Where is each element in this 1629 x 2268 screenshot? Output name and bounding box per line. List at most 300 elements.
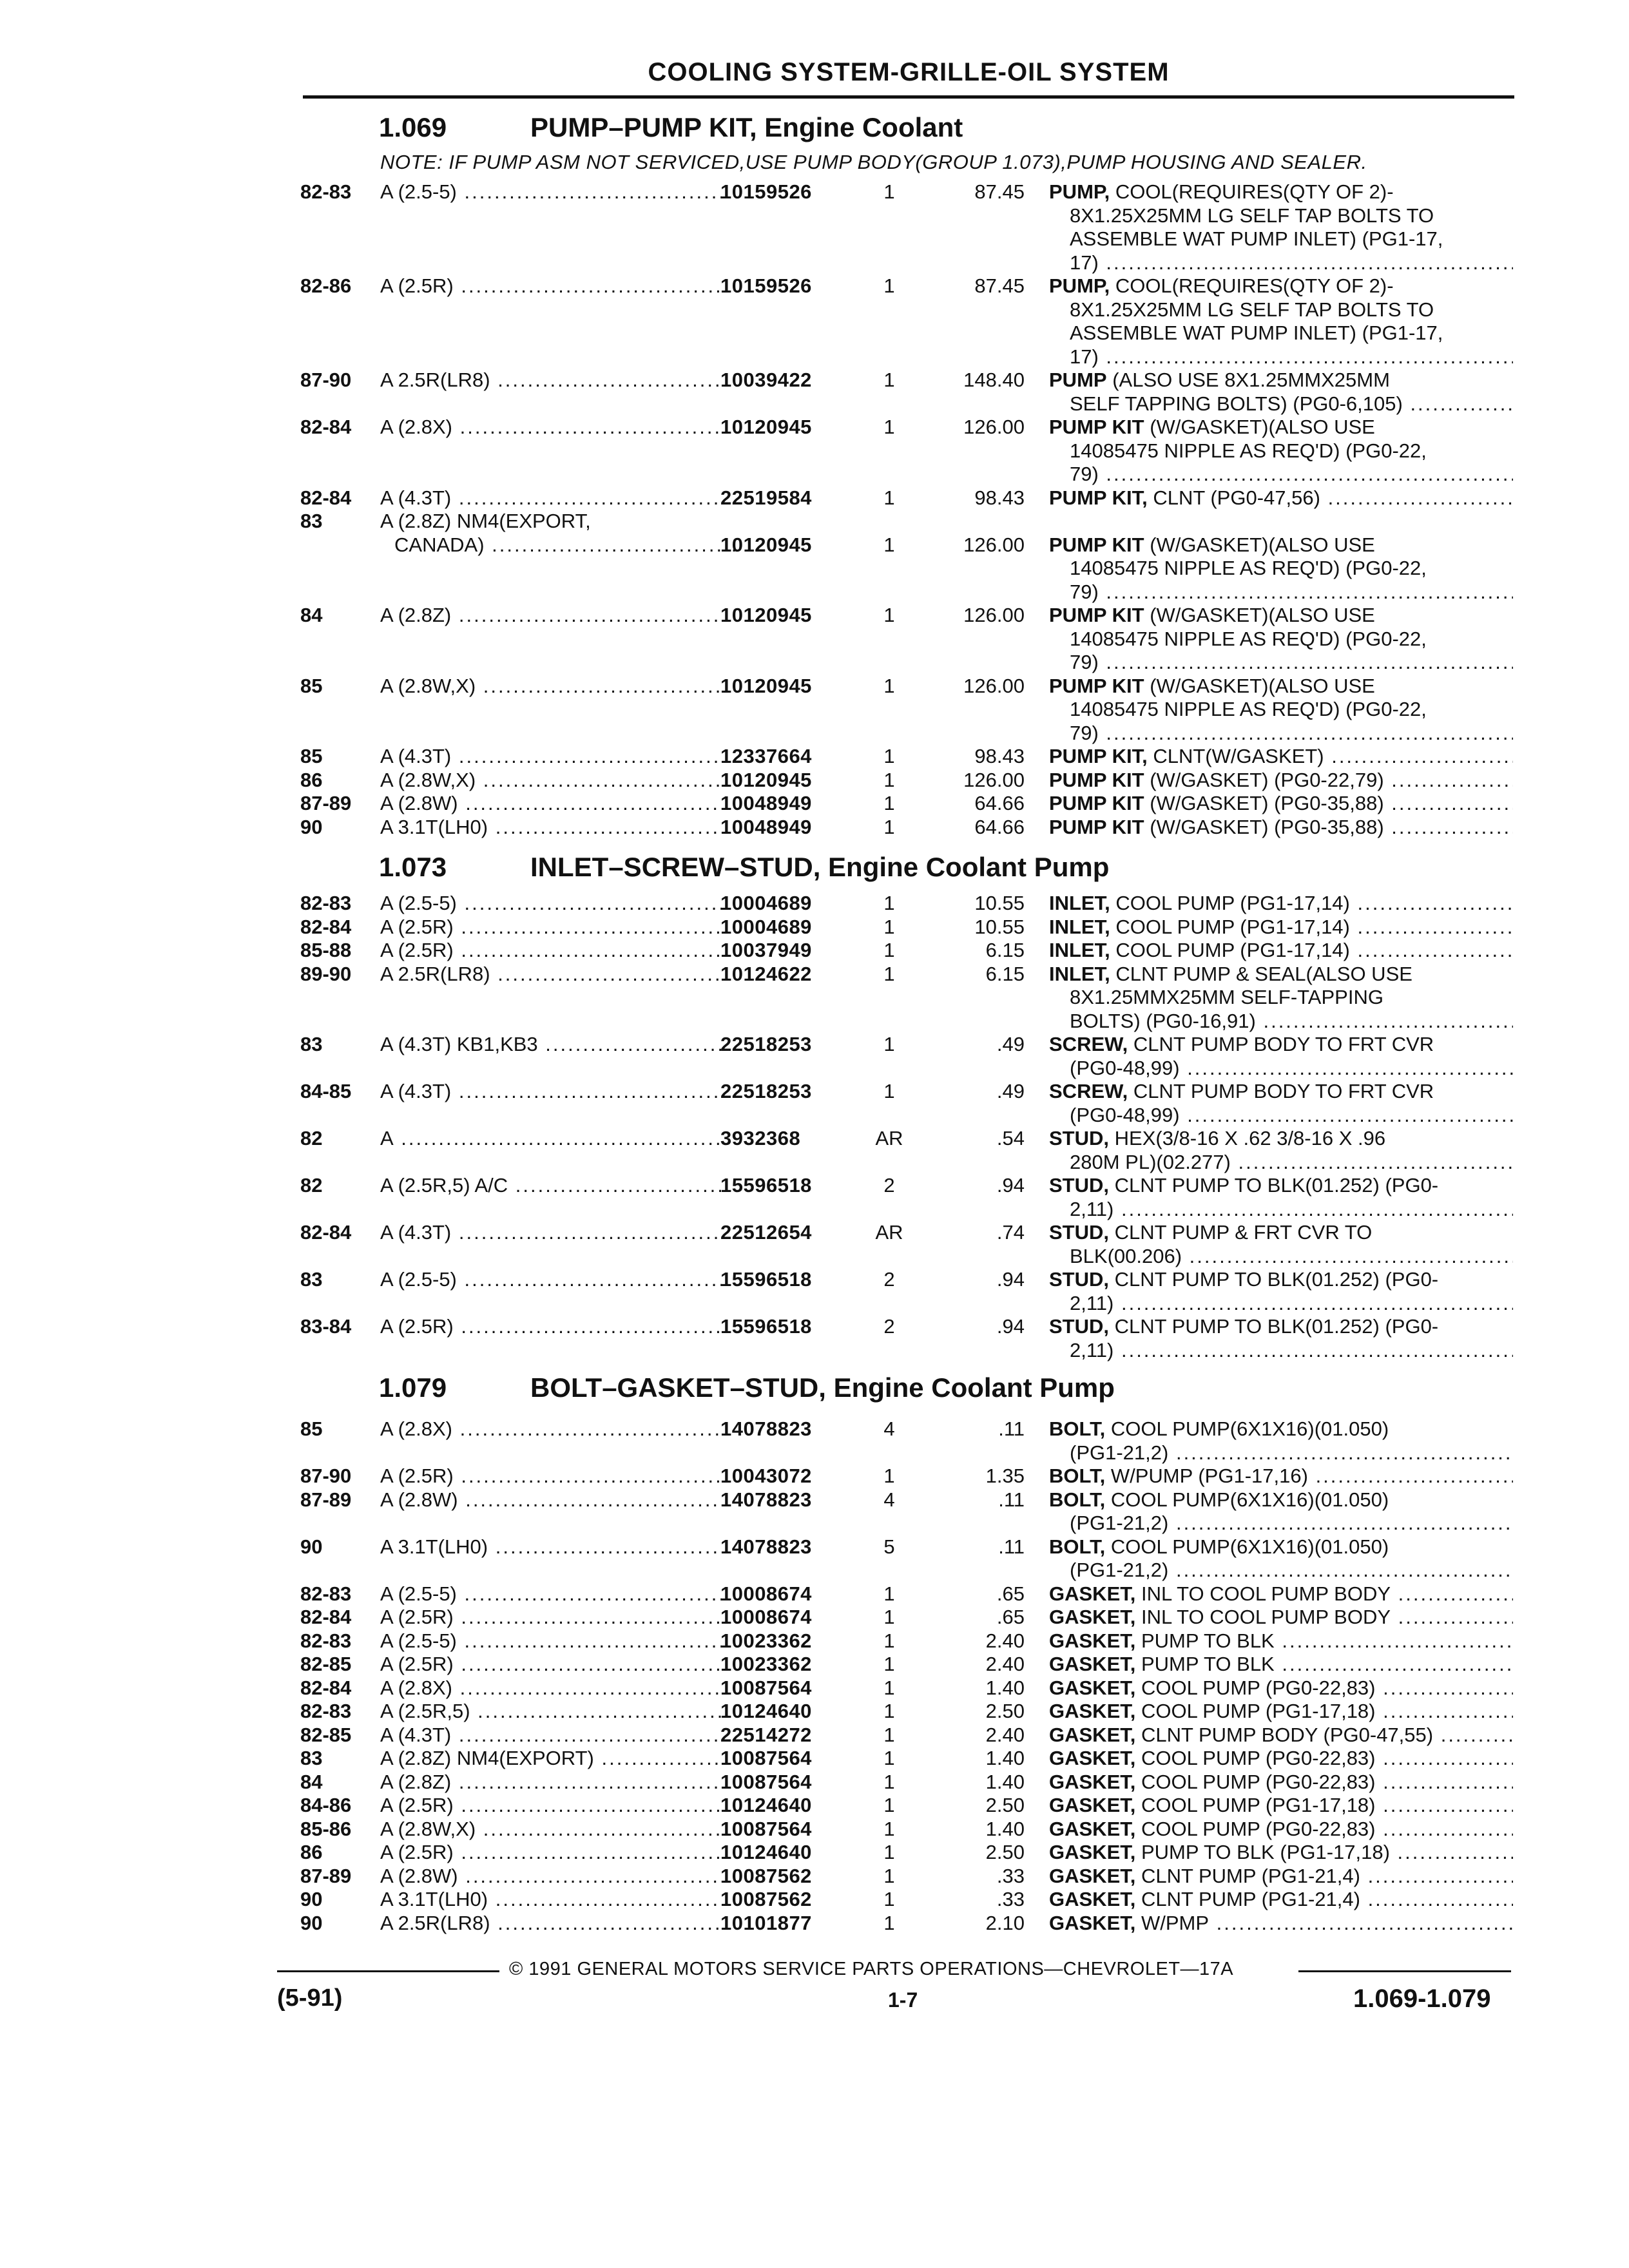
header-rule [303,95,1514,99]
model-years: 82-83 [300,180,352,203]
quantity: 1 [883,915,895,938]
quantity: 1 [883,892,895,914]
description-continuation-row [0,227,1629,251]
part-number: 10037949 [720,939,812,961]
part-name: BOLT, [1049,1488,1106,1511]
table-row [0,963,1629,986]
table-row [0,274,1629,298]
part-description-line [1049,1841,1513,1864]
part-number: 14078823 [720,1488,812,1511]
table-row [0,1221,1629,1244]
price: 2.10 [985,1911,1025,1934]
price: 10.55 [974,892,1025,914]
price: .74 [996,1221,1025,1244]
part-description-line: SELF TAPPING BOLTS) (PG0-6,105) ..... [1070,392,1513,416]
part-number: 10124640 [720,1841,812,1863]
quantity: 1 [883,1465,895,1487]
price: 98.43 [974,745,1025,767]
quantity: 1 [883,1794,895,1816]
quantity: 1 [883,486,895,509]
part-description-text: COOL(REQUIRES(QTY OF 2)- [1115,274,1394,297]
price: 126.00 [963,604,1025,626]
part-description-line [1049,180,1513,204]
part-description-line [1049,1677,1513,1700]
table-row [0,1700,1629,1723]
table-row [0,892,1629,915]
part-number: 22518253 [720,1033,812,1055]
quantity: 1 [883,180,895,203]
model-years: 87-89 [300,1488,352,1511]
part-description-line [1049,1912,1513,1935]
application: A 2.5R(LR8) ..... [380,1912,722,1935]
quantity: 1 [883,674,895,697]
part-description-line [1049,1488,1513,1512]
part-description-line [1049,769,1513,792]
table-row [0,1677,1629,1700]
part-description-line [1049,274,1513,298]
part-number: 10120945 [720,416,812,438]
table-row [0,1080,1629,1103]
price: 2.40 [985,1629,1025,1652]
part-description-text: PUMP TO BLK [1141,1653,1275,1675]
part-number: 10087564 [720,1817,812,1840]
section-heading [379,852,1109,883]
model-years: 90 [300,1888,323,1910]
price: 6.15 [985,939,1025,961]
model-years: 87-89 [300,1864,352,1887]
application: A (2.8Z) ..... [380,1771,722,1794]
table-row-continuation [0,533,1629,557]
section-heading [379,1372,1115,1403]
model-years: 83-84 [300,1315,352,1338]
model-years: 82-84 [300,1221,352,1244]
table-row [0,1724,1629,1747]
quantity: 1 [883,604,895,626]
table-row [0,1488,1629,1512]
model-years: 82 [300,1174,323,1196]
part-number: 22519584 [720,486,812,509]
quantity: 1 [883,416,895,438]
part-number: 15596518 [720,1315,812,1338]
table-row [0,1268,1629,1291]
application: A (4.3T) ..... [380,745,722,768]
application: A (2.5R) ..... [380,1653,722,1676]
application: A (4.3T) ..... [380,1080,722,1103]
table-row [0,1033,1629,1056]
application: A (2.5-5) ..... [380,1582,722,1606]
application: A (2.5R) ..... [380,1465,722,1488]
description-continuation-row [0,204,1629,227]
part-number: 10039422 [720,369,812,391]
part-name: GASKET, [1049,1770,1136,1793]
part-description-text: CLNT PUMP TO BLK(01.252) (PG0- [1114,1315,1439,1338]
part-description-line [1049,1606,1513,1629]
part-description-text: CLNT PUMP BODY (PG0-47,55) [1141,1723,1434,1746]
part-name: PUMP KIT [1049,815,1144,838]
part-name: GASKET, [1049,1817,1136,1840]
part-name: INLET, [1049,915,1110,938]
part-description-text: W/PUMP (PG1-17,16) [1110,1465,1308,1487]
part-description-text: COOL PUMP (PG1-17,14) [1115,915,1350,938]
application: A (2.5R) ..... [380,1841,722,1864]
quantity: AR [875,1221,903,1244]
quantity: 4 [883,1418,895,1440]
part-number: 10159526 [720,274,812,297]
part-name: INLET, [1049,962,1110,985]
part-description-text: PUMP TO BLK [1141,1629,1275,1652]
part-description-text: (W/GASKET)(ALSO USE [1150,674,1375,697]
part-description-line: (PG1-21,2) ..... [1070,1441,1513,1465]
part-number: 10023362 [720,1629,812,1652]
part-description-line [1049,1268,1513,1291]
part-description-line: 79) ..... [1070,651,1513,674]
application: A (2.8W,X) ..... [380,769,722,792]
part-description-text: COOL PUMP(6X1X16)(01.050) [1110,1488,1389,1511]
part-description-text: COOL PUMP(6X1X16)(01.050) [1110,1535,1389,1558]
model-years: 85 [300,1418,323,1440]
part-description-text: W/PMP [1141,1911,1210,1934]
part-description-text: COOL PUMP (PG0-22,83) [1141,1770,1376,1793]
price: 2.50 [985,1794,1025,1816]
quantity: 1 [883,1653,895,1675]
part-name: BOLT, [1049,1418,1106,1440]
quantity: 1 [883,1080,895,1102]
price: 1.40 [985,1817,1025,1840]
part-number: 10087564 [720,1676,812,1699]
part-description-text: COOL PUMP (PG1-17,14) [1115,892,1350,914]
part-name: PUMP KIT [1049,768,1144,791]
part-number: 14078823 [720,1418,812,1440]
application: A 3.1T(LH0) ..... [380,1888,722,1911]
table-row [0,1653,1629,1676]
price: .65 [996,1606,1025,1628]
quantity: 1 [883,1864,895,1887]
description-continuation-row [0,698,1629,721]
part-description-line [1049,1033,1513,1056]
table-row [0,1912,1629,1935]
description-continuation-row [0,463,1629,486]
section-number: 1.069 [379,112,447,142]
application: A (4.3T) KB1,KB3 ..... [380,1033,722,1056]
application: A (2.5R) ..... [380,1315,722,1338]
price: 1.40 [985,1770,1025,1793]
table-row [0,1818,1629,1841]
quantity: 1 [883,1629,895,1652]
part-description-line [1049,1582,1513,1606]
part-description-line [1049,1535,1513,1559]
part-description-line [1049,1700,1513,1723]
part-description-line [1049,963,1513,986]
model-years: 87-90 [300,1465,352,1487]
part-description-text: COOL PUMP (PG0-22,83) [1141,1747,1376,1769]
model-years: 90 [300,1911,323,1934]
quantity: 1 [883,1700,895,1722]
price: 2.50 [985,1700,1025,1722]
model-years: 90 [300,815,323,838]
price: .49 [996,1033,1025,1055]
application: A (2.8X) ..... [380,1418,722,1441]
quantity: 1 [883,792,895,814]
model-years: 84 [300,1770,323,1793]
quantity: 1 [883,1817,895,1840]
price: .94 [996,1174,1025,1196]
part-number: 10008674 [720,1582,812,1605]
table-row [0,1771,1629,1794]
quantity: 1 [883,1770,895,1793]
price: 2.50 [985,1841,1025,1863]
part-description-line [1049,1465,1513,1488]
part-description-text: COOL PUMP(6X1X16)(01.050) [1110,1418,1389,1440]
section-title: PUMP–PUMP KIT, Engine Coolant [530,112,963,142]
description-continuation-row [0,1292,1629,1315]
table-row [0,1629,1629,1653]
model-years: 86 [300,1841,323,1863]
part-description-line: 8X1.25X25MM LG SELF TAP BOLTS TO [1070,298,1434,321]
part-name: GASKET, [1049,1606,1136,1628]
table-row [0,604,1629,627]
table-row [0,1418,1629,1441]
model-years: 83 [300,1268,323,1291]
quantity: 1 [883,1747,895,1769]
price: 126.00 [963,768,1025,791]
price: 126.00 [963,416,1025,438]
part-description-line [1049,604,1513,627]
part-description-line [1049,1080,1513,1103]
table-row [0,369,1629,392]
quantity: 1 [883,815,895,838]
model-years: 83 [300,1033,323,1055]
part-description-line: 17) ..... [1070,251,1513,274]
part-name: PUMP KIT [1049,674,1144,697]
model-years: 89-90 [300,962,352,985]
model-years: 82-85 [300,1723,352,1746]
part-description-text: INL TO COOL PUMP BODY [1141,1582,1391,1605]
model-years: 85-86 [300,1817,352,1840]
description-continuation-row [0,581,1629,604]
part-description-line [1049,792,1513,815]
description-continuation-row [0,1104,1629,1127]
description-continuation-row [0,1198,1629,1221]
part-name: GASKET, [1049,1723,1136,1746]
part-number: 10087562 [720,1864,812,1887]
part-description-text: COOL(REQUIRES(QTY OF 2)- [1115,180,1394,203]
description-continuation-row [0,1559,1629,1582]
part-description-line: (PG0-48,99) ..... [1070,1057,1513,1080]
part-number: 22518253 [720,1080,812,1102]
model-years: 85 [300,674,323,697]
price: .94 [996,1268,1025,1291]
part-name: INLET, [1049,892,1110,914]
part-description-line: BOLTS) (PG0-16,91) ..... [1070,1010,1513,1033]
part-description-line: 17) ..... [1070,345,1513,369]
application: A (4.3T) ..... [380,1221,722,1244]
price: 1.40 [985,1747,1025,1769]
part-number: 10023362 [720,1653,812,1675]
part-description-text: CLNT (PG0-47,56) [1153,486,1320,509]
part-description-text: COOL PUMP (PG0-22,83) [1141,1676,1376,1699]
part-description-line: (PG1-21,2) ..... [1070,1559,1513,1582]
part-description-line [1049,533,1513,557]
description-continuation-row [0,1010,1629,1033]
part-description-text: PUMP TO BLK (PG1-17,18) [1141,1841,1390,1863]
part-name: PUMP KIT [1049,533,1144,556]
part-number: 12337664 [720,745,812,767]
part-description-text: CLNT PUMP TO BLK(01.252) (PG0- [1114,1268,1439,1291]
application: A ..... [380,1127,722,1150]
part-number: 22512654 [720,1221,812,1244]
quantity: 2 [883,1174,895,1196]
part-name: PUMP KIT [1049,604,1144,626]
footer-copyright: © 1991 GENERAL MOTORS SERVICE PARTS OPERATIONS—CHEVROLET—17A [509,1959,1234,1979]
model-years: 85 [300,745,323,767]
quantity: 1 [883,745,895,767]
part-description-line [1049,916,1513,939]
part-description-line: (PG0-48,99) ..... [1070,1104,1513,1127]
part-description-text: (W/GASKET) (PG0-22,79) [1150,768,1384,791]
part-number: 15596518 [720,1268,812,1291]
price: 2.40 [985,1653,1025,1675]
part-number: 10120945 [720,604,812,626]
description-continuation-row [0,1245,1629,1268]
table-row [0,486,1629,510]
page-header-title: COOLING SYSTEM-GRILLE-OIL SYSTEM [648,58,1170,86]
quantity: 4 [883,1488,895,1511]
part-description-line [1049,892,1513,915]
model-years: 90 [300,1535,323,1558]
part-description-line [1049,1653,1513,1676]
part-name: BOLT, [1049,1465,1106,1487]
part-description-line [1049,1221,1513,1244]
description-continuation-row [0,1151,1629,1174]
part-description-text: COOL PUMP (PG1-17,14) [1115,939,1350,961]
application: A (2.5R) ..... [380,274,722,298]
part-description-text: COOL PUMP (PG1-17,18) [1141,1794,1376,1816]
part-number: 10087562 [720,1888,812,1910]
table-row [0,416,1629,439]
application: A 3.1T(LH0) ..... [380,1535,722,1559]
price: 1.40 [985,1676,1025,1699]
model-years: 87-90 [300,369,352,391]
table-row [0,939,1629,962]
part-name: INLET, [1049,939,1110,961]
price: .33 [996,1888,1025,1910]
application: A (2.5R) ..... [380,916,722,939]
footer-rule-left [277,1970,499,1972]
quantity: 5 [883,1535,895,1558]
part-description-text: CLNT(W/GASKET) [1153,745,1324,767]
part-description-line: ASSEMBLE WAT PUMP INLET) (PG1-17, [1070,227,1443,250]
part-description-line: 14085475 NIPPLE AS REQ'D) (PG0-22, [1070,557,1427,579]
model-years: 84-85 [300,1080,352,1102]
quantity: 1 [883,1723,895,1746]
quantity: 1 [883,1888,895,1910]
description-continuation-row [0,1057,1629,1080]
table-row [0,1888,1629,1911]
table-row [0,792,1629,815]
model-years: 82-84 [300,1676,352,1699]
description-continuation-row [0,322,1629,345]
part-number: 10087564 [720,1770,812,1793]
footer-page-number: 1-7 [888,1988,918,2012]
part-number: 10120945 [720,768,812,791]
price: 64.66 [974,815,1025,838]
part-description-line: 79) ..... [1070,581,1513,604]
part-description-line [1049,675,1513,698]
part-description-line [1049,1771,1513,1794]
part-description-text: (W/GASKET)(ALSO USE [1150,604,1375,626]
table-row [0,1465,1629,1488]
part-name: GASKET, [1049,1700,1136,1722]
part-name: GASKET, [1049,1629,1136,1652]
part-number: 10101877 [720,1911,812,1934]
table-row [0,1794,1629,1817]
part-number: 10159526 [720,180,812,203]
table-row [0,1865,1629,1888]
description-continuation-row [0,345,1629,369]
application: A (2.5R,5) A/C ..... [380,1174,722,1197]
model-years: 82-83 [300,1629,352,1652]
application: A (2.5R) ..... [380,939,722,962]
part-description-line: ASSEMBLE WAT PUMP INLET) (PG1-17, [1070,322,1443,344]
footer-section-range: 1.069-1.079 [1353,1984,1491,2013]
part-number: 10008674 [720,1606,812,1628]
model-years: 85-88 [300,939,352,961]
table-row [0,745,1629,768]
price: 126.00 [963,533,1025,556]
application: A (2.5-5) ..... [380,1268,722,1291]
description-continuation-row [0,1512,1629,1535]
part-description-line [1049,939,1513,962]
part-name: PUMP [1049,369,1107,391]
quantity: 2 [883,1315,895,1338]
part-number: 10120945 [720,533,812,556]
part-description-line [1049,1629,1513,1653]
application: A (2.8X) ..... [380,1677,722,1700]
part-number: 22514272 [720,1723,812,1746]
part-name: STUD, [1049,1174,1109,1196]
part-description-text: (W/GASKET)(ALSO USE [1150,533,1375,556]
part-description-line [1049,1127,1513,1150]
model-years: 82-83 [300,1700,352,1722]
application: A 2.5R(LR8) ..... [380,369,722,392]
part-name: STUD, [1049,1221,1109,1244]
table-row [0,1582,1629,1606]
part-name: STUD, [1049,1268,1109,1291]
part-description-line [1049,816,1513,839]
description-continuation-row [0,722,1629,745]
quantity: 1 [883,369,895,391]
part-description-line [1049,1174,1513,1197]
footer-date: (5-91) [277,1984,343,2012]
part-description-line: 14085475 NIPPLE AS REQ'D) (PG0-22, [1070,439,1427,462]
part-description-text: CLNT PUMP (PG1-21,4) [1141,1888,1360,1910]
price: 98.43 [974,486,1025,509]
description-continuation-row [0,1339,1629,1362]
application: A (2.5-5) ..... [380,1629,722,1653]
part-name: PUMP KIT, [1049,745,1148,767]
part-description-line [1049,1818,1513,1841]
section-note: NOTE: IF PUMP ASM NOT SERVICED,USE PUMP BODY(GROUP 1.073),PUMP HOUSING AND SEALER. [380,151,1367,173]
application: A (4.3T) ..... [380,1724,722,1747]
description-continuation-row [0,1441,1629,1465]
description-continuation-row [0,439,1629,463]
part-name: GASKET, [1049,1747,1136,1769]
model-years: 82-83 [300,892,352,914]
description-continuation-row [0,392,1629,416]
application: A (2.5R) ..... [380,1606,722,1629]
application: A 3.1T(LH0) ..... [380,816,722,839]
part-name: PUMP KIT, [1049,486,1148,509]
